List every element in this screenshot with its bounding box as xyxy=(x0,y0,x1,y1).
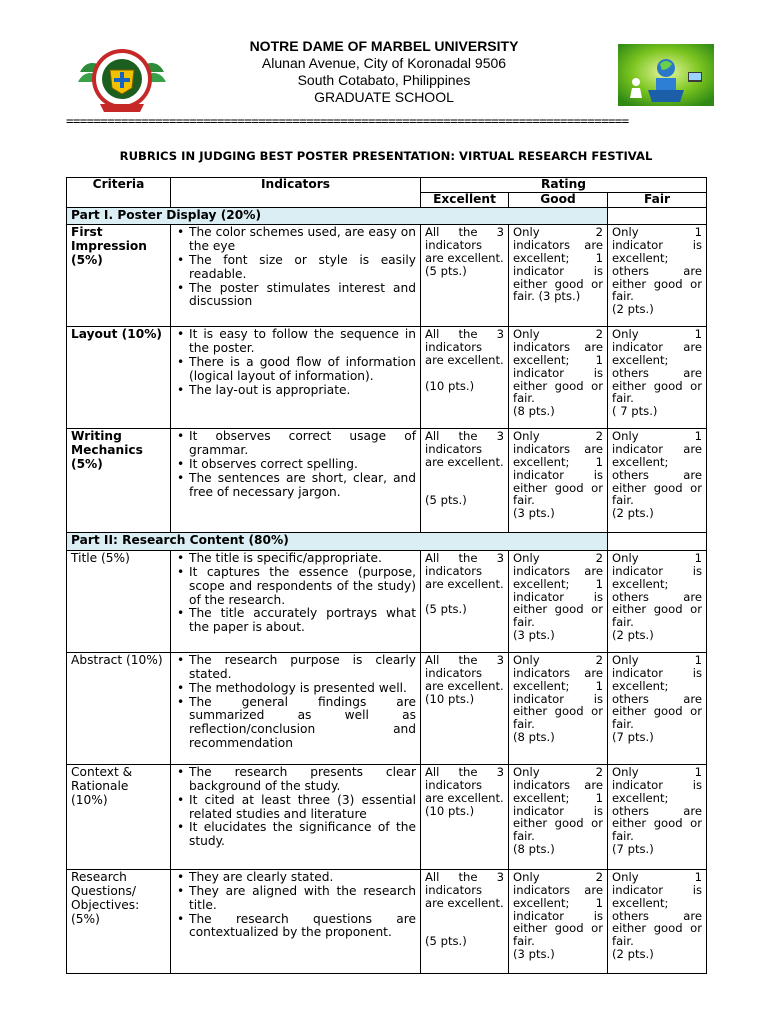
indicator-item: • It captures the essence (purpose, scope and respondents of the study) of the research. xyxy=(189,566,416,607)
indicator-list xyxy=(175,552,416,635)
rating-excellent-cell: All the 3 indicators are excellent. (5 pts.) xyxy=(421,429,509,533)
indicators-cell xyxy=(171,225,421,327)
indicator-item: • The title is specific/appropriate. xyxy=(189,552,416,566)
rating-fair-cell: Only 1 indicator are excellent; others are either good or fair. (2 pts.) xyxy=(608,429,707,533)
indicator-item: • They are aligned with the research title. xyxy=(189,885,416,913)
criteria-cell: First Impression (5%) xyxy=(67,225,171,327)
rating-good-cell: Only 2 indicators are excellent; 1 indicator is either good or fair. (3 pts.) xyxy=(509,429,608,533)
header-fair: Fair xyxy=(608,192,707,207)
indicator-item: • The methodology is presented well. xyxy=(189,682,416,696)
table-row xyxy=(67,870,707,974)
indicators-cell xyxy=(171,429,421,533)
rating-fair-cell: Only 1 indicator is excellent; others are either good or fair. (2 pts.) xyxy=(608,870,707,974)
indicator-item: • The research questions are contextualized by the proponent. xyxy=(189,913,416,941)
address-line-1: Alunan Avenue, City of Koronadal 9506 xyxy=(261,55,507,71)
rating-fair-cell: Only 1 indicator is excellent; others are either good or fair. (2 pts.) xyxy=(608,225,707,327)
indicators-cell xyxy=(171,653,421,765)
rating-excellent-cell: All the 3 indicators are excellent. (5 pts.) xyxy=(421,551,509,653)
part-header-row xyxy=(67,533,707,551)
document-header xyxy=(0,38,768,106)
rating-fair-cell: Only 1 indicator is excellent; others are either good or fair. (7 pts.) xyxy=(608,653,707,765)
indicators-cell xyxy=(171,765,421,870)
indicator-item: • The poster stimulates interest and discussion xyxy=(189,282,416,310)
rating-good-cell: Only 2 indicators are excellent; 1 indicator is either good or fair. (3 pts.) xyxy=(509,551,608,653)
indicators-cell xyxy=(171,551,421,653)
indicator-item: • The research purpose is clearly stated. xyxy=(189,654,416,682)
table-row xyxy=(67,653,707,765)
part-label-filler xyxy=(608,533,707,551)
criteria-cell: Research Questions/ Objectives: (5%) xyxy=(67,870,171,974)
rubric-table xyxy=(66,177,707,974)
rating-excellent-cell: All the 3 indicators are excellent. (10 pts.) xyxy=(421,327,509,429)
rating-good-cell: Only 2 indicators are excellent; 1 indicator is either good or fair. (8 pts.) xyxy=(509,653,608,765)
indicator-list xyxy=(175,328,416,397)
indicator-item: • They are clearly stated. xyxy=(189,871,416,885)
rubric-body xyxy=(67,207,707,974)
indicator-item: • It observes correct spelling. xyxy=(189,458,416,472)
indicator-item: • It is easy to follow the sequence in the poster. xyxy=(189,328,416,356)
school-name: GRADUATE SCHOOL xyxy=(314,89,454,105)
indicators-cell xyxy=(171,327,421,429)
rating-good-cell: Only 2 indicators are excellent; 1 indicator is either good or fair. (8 pts.) xyxy=(509,765,608,870)
part-label-filler xyxy=(608,207,707,225)
university-name: NOTRE DAME OF MARBEL UNIVERSITY xyxy=(249,38,519,54)
indicator-item: • It elucidates the significance of the study. xyxy=(189,821,416,849)
rating-excellent-cell: All the 3 indicators are excellent. (5 pts.) xyxy=(421,870,509,974)
rating-good-cell: Only 2 indicators are excellent; 1 indicator is either good or fair. (3 pts.) xyxy=(509,225,608,327)
header-separator: ================================================================================== xyxy=(66,113,629,128)
header-indicators: Indicators xyxy=(171,178,421,208)
part-label: Part I. Poster Display (20%) xyxy=(67,207,608,225)
criteria-cell: Abstract (10%) xyxy=(67,653,171,765)
table-row xyxy=(67,429,707,533)
indicators-cell xyxy=(171,870,421,974)
indicator-item: • The title accurately portrays what the paper is about. xyxy=(189,607,416,635)
indicator-item: • The color schemes used, are easy on the eye xyxy=(189,226,416,254)
rating-good-cell: Only 2 indicators are excellent; 1 indicator is either good or fair. (8 pts.) xyxy=(509,327,608,429)
table-row xyxy=(67,225,707,327)
indicator-list xyxy=(175,766,416,849)
rating-fair-cell: Only 1 indicator is excellent; others are either good or fair. (2 pts.) xyxy=(608,551,707,653)
indicator-list xyxy=(175,430,416,499)
address-line-2: South Cotabato, Philippines xyxy=(297,72,471,88)
indicator-item: • There is a good flow of information (logical layout of information). xyxy=(189,356,416,384)
header-rating: Rating xyxy=(421,178,707,193)
rating-good-cell: Only 2 indicators are excellent; 1 indicator is either good or fair. (3 pts.) xyxy=(509,870,608,974)
header-good: Good xyxy=(509,192,608,207)
indicator-item: • The research presents clear background of the study. xyxy=(189,766,416,794)
header-excellent: Excellent xyxy=(421,192,509,207)
rubric-title: RUBRICS IN JUDGING BEST POSTER PRESENTATION: VIRTUAL RESEARCH FESTIVAL xyxy=(119,149,653,163)
header-criteria: Criteria xyxy=(67,178,171,208)
rating-excellent-cell: All the 3 indicators are excellent. (10 pts.) xyxy=(421,653,509,765)
part-header-row xyxy=(67,207,707,225)
rating-excellent-cell: All the 3 indicators are excellent. (10 pts.) xyxy=(421,765,509,870)
indicator-item: • The sentences are short, clear, and free of necessary jargon. xyxy=(189,472,416,500)
rating-excellent-cell: All the 3 indicators are excellent. (5 pts.) xyxy=(421,225,509,327)
indicator-item: • The lay-out is appropriate. xyxy=(189,384,416,398)
indicator-item: • It cited at least three (3) essential related studies and literature xyxy=(189,794,416,822)
table-row xyxy=(67,327,707,429)
rating-fair-cell: Only 1 indicator is excellent; others are either good or fair. (7 pts.) xyxy=(608,765,707,870)
indicator-list xyxy=(175,654,416,751)
criteria-cell: Context & Rationale (10%) xyxy=(67,765,171,870)
indicator-list xyxy=(175,871,416,940)
indicator-list xyxy=(175,226,416,309)
table-row xyxy=(67,765,707,870)
indicator-item: • The font size or style is easily readable. xyxy=(189,254,416,282)
criteria-cell: Writing Mechanics (5%) xyxy=(67,429,171,533)
criteria-cell: Title (5%) xyxy=(67,551,171,653)
rating-fair-cell: Only 1 indicator are excellent; others are either good or fair. ( 7 pts.) xyxy=(608,327,707,429)
indicator-item: • The general findings are summarized as well as reflection/conclusion and recommendation xyxy=(189,696,416,751)
table-row xyxy=(67,551,707,653)
part-label: Part II: Research Content (80%) xyxy=(67,533,608,551)
criteria-cell: Layout (10%) xyxy=(67,327,171,429)
indicator-item: • It observes correct usage of grammar. xyxy=(189,430,416,458)
